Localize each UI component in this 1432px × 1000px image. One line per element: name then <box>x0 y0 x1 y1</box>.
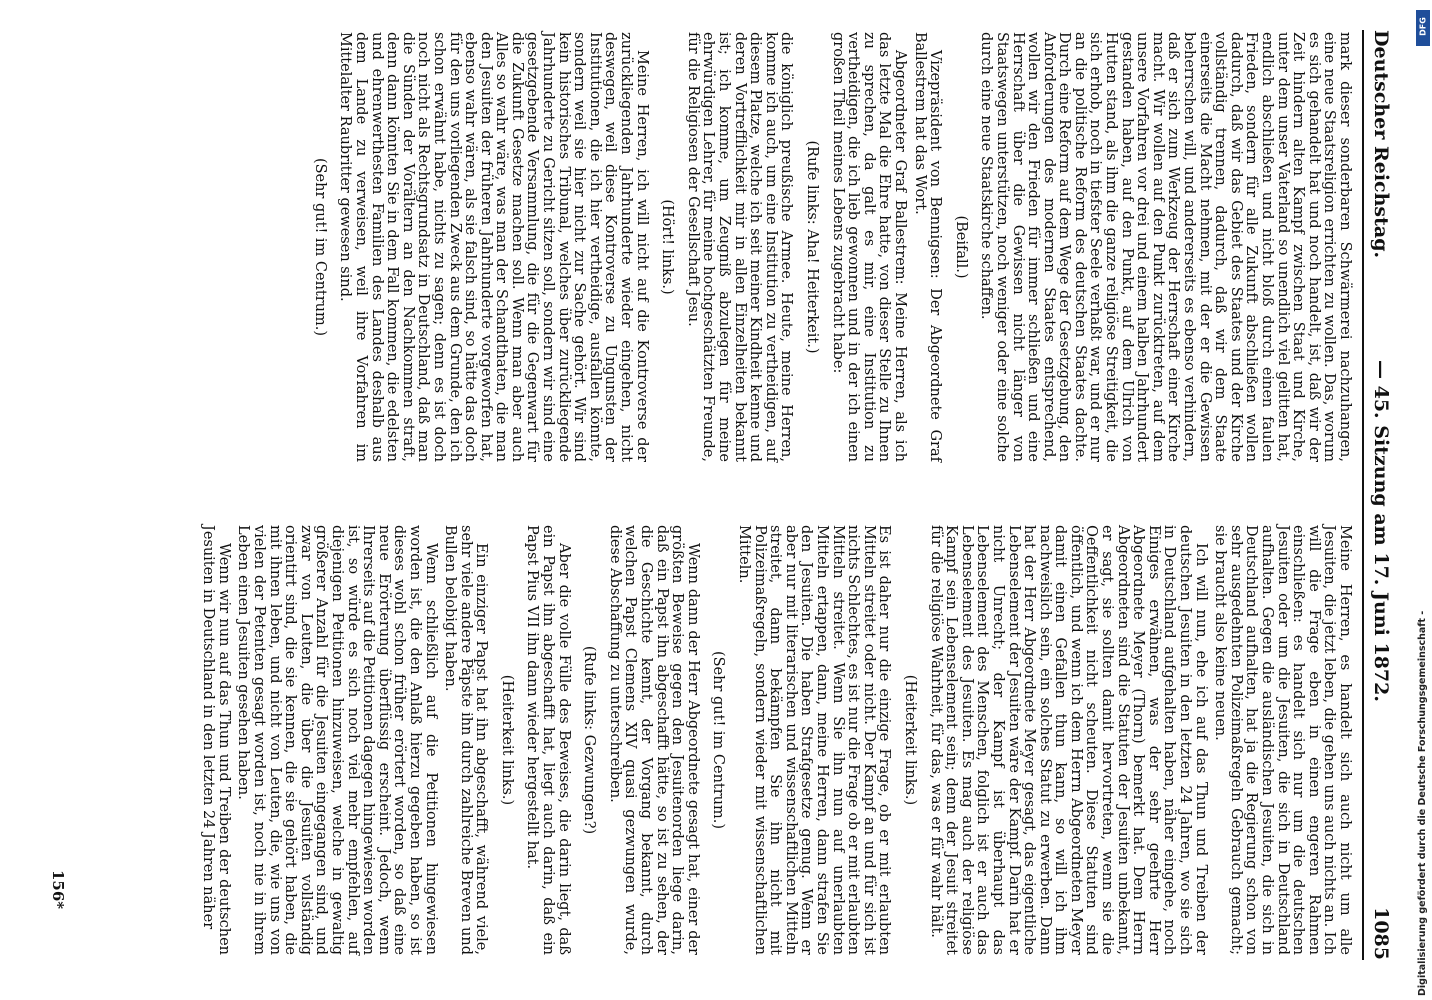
left-column-paragraph: die königlich preußische Armee. Heute, meine Herren, komme ich auch, um eine Institution zu vertheidigen, auf diesem Platze, welche ich seit meiner Kindheit kenne und deren Vortrefflichkeit mir in allen Einzelheiten bekannt ist; ich komme, um Zeugniß abzulegen für meine ehrwürdigen Lehrer, für meine hochgeschätzten Freunde, für die Religiosen der Gesellschaft Jesu. <box>684 32 795 462</box>
left-column-paragraph: Vizepräsident von Bennigsen: Der Abgeordnete Graf Ballestrem hat das Wort. <box>911 32 944 462</box>
dfg-credit-strip <box>1414 4 1432 996</box>
left-column-paragraph: (Rufe links: Aha! Heiterkeit.) <box>804 140 820 354</box>
left-column-paragraph: (Sehr gut! im Centrum.) <box>311 157 328 337</box>
right-column-paragraph: (Rufe links: Gezwungen?) <box>581 645 598 835</box>
right-column-paragraph: Wenn dann der Herr Abgeordnete gesagt hat, einer der größten Beweise gegen den Jesuitenorden liege darin, daß ein Papst ihn abgeschafft hätte, so ist zu sehen, der die Geschichte kennt, der Vorgang bekannt, durch welchen Papst Clemens XIV quasi gezwungen wurde, diese Abschaffung zu unterschreiben. <box>606 525 701 955</box>
left-column-paragraph: (Beifall.) <box>952 215 969 279</box>
right-column-paragraph: Meine Herren, es handelt sich auch nicht um alle Jesuiten, die jetzt leben, die gehen uns auch nichts an. Ich will die Frage eben in einen engeren Rahmen einschließen: es handelt sich nur um die deutschen Jesuiten oder um die Jesuiten, die sich in Deutschland aufhalten. Gegen die ausländischen Jesuiten, die sich in Deutschland aufhalten, hat ja die Regierung schon von sehr ausgedehnten Polizeimaßregeln Gebrauch gemacht; sie braucht also keine neuen. <box>1212 525 1353 955</box>
dfg-logo-badge <box>1416 10 1430 46</box>
page-header <box>1362 30 1404 960</box>
right-column-paragraph: (Heiterkeit links.) <box>498 674 515 806</box>
right-column-paragraph: Aber die volle Fülle des Beweises, die darin liegt, daß ein Papst ihn abgeschafft hat, liegt auch darin, daß ein Papst Pius VII ihn dann wieder hergestellt hat. <box>524 525 572 955</box>
header-center: — 45. Sitzung am 17. Juni 1872. <box>1370 360 1392 702</box>
signature-mark: 156* <box>49 870 67 910</box>
dfg-logo-text: DFG <box>1418 17 1428 36</box>
right-column-paragraph: Es ist daher nur die einzige Frage, ob er mit erlaubten Mitteln streitet oder nicht. Der Kampf an und für sich ist nichts Schlechtes, es ist nur die Frage ob er mit erlaubten Mitteln streitet. Wenn Sie ihn nun auf unerlaubten Mitteln ertappen, dann, meine Herren, dann strafen Sie den Jesuiten. Die haben Strafgesetze genug. Wenn er aber nur mit literarischen und wissenschaftlichen Mitteln streitet, dann bekämpfen Sie ihn nicht mit Polizeimaßregeln, sondern wieder mit wissenschaftlichen Mitteln. <box>736 525 893 955</box>
right-column-paragraph: Wenn schließlich auf die Petitionen hingewiesen worden ist, die den Anlaß hierzu gegeben haben, so ist dieses wohl schon früher erörtert worden, so daß eine neue Erörterung überflüssig erscheint. Jedoch, wenn Ihrerseits auf die Petitionen dagegen hingewiesen worden ist, so würde es sich noch viel mehr empfehlen, auf diejenigen Petitionen hinzuweisen, welche in gewaltig größerer Anzahl für die Jesuiten eingegangen sind, und zwar von Leuten, die über die Jesuiten vollständig orientirt sind, die sie kennen, die sie gehört haben, die mit ihnen leben, und nicht von Leuten, die, wie uns von vielen der Petenten gesagt worden ist, noch nie in ihrem Leben einen Jesuiten gesehen haben. <box>235 525 439 955</box>
left-column-paragraph: Meine Herren, ich will nicht auf die Kontroverse der zurückliegenden Jahrhunderte wieder eingehen, nicht deswegen, weil diese Kontroverse zu Ungunsten der Institutionen, die ich hier vertheidige, ausfallen könnte, sondern weil sie hier nicht zur Sache gehört. Wir sind kein historisches Tribunal, welches über zurückliegende Jahrhunderte zu Gericht sitzen soll, sondern wir sind eine gesetzgebende Versammlung, die für die Gegenwart für die Zukunft Gesetze machen soll. Wenn man aber auch Alles so wahr wäre, was man der Schandthaten, die man den Jesuiten der früheren Jahrhunderte vorgeworfen hat, ebenso wahr wären, als sie falsch sind, so hätte das doch für den uns vorliegenden Zweck aus dem Grunde, den ich schon erwähnt habe, nichts zu sagen; denn es ist doch noch nicht als Rechtsgrundsatz in Deutschland, daß man die Sünden der Vorältern an den Nachkommen straft, denn dann könnten Sie in dem Fall kommen, die edelsten und ehrenwerthesten Familien des Landes deshalb aus dem Lande zu verweisen, weil ihre Vorfahren im Mittelalter Raubritter gewesen sind. <box>337 32 650 462</box>
right-column-paragraph: Wenn wir nun auf das Thun und Treiben der deutschen Jesuiten in Deutschland in den letzten 24 Jahren näher <box>200 525 232 955</box>
header-left: Deutscher Reichstag. <box>1370 30 1392 259</box>
right-column-paragraph: Ich will nun, ehe ich auf das Thun und Treiben der deutschen Jesuiten in den letzten 24 Jahren, wo sie sich in Deutschland aufgehalten haben, näher eingehe, noch Einiges erwähnen, was der sehr geehrte Herr Abgeordnete Meyer (Thorn) bemerkt hat. Dem Herrn Abgeordneten sind die Statuten der Jesuiten unbekannt, er sagt, sie sollten damit hervortreten, wenn sie die Oeffentlichkeit nicht scheuten. Diese Statuten sind öffentlich, und wenn ich dem Herrn Abgeordneten Meyer damit einen Gefallen thun kann, so will ich ihm nachweislich sein, ein solches Statut zu erwerben. Dann hat der Herr Abgeordnete Meyer gesagt, das eigentliche Lebenselement der Jesuiten wäre der Kampf. Darin hat er nicht Unrecht; der Kampf ist überhaupt das Lebenselement des Menschen, folglich ist er auch das Lebenselement des Jesuiten. Es mag auch der religiöse Kampf sein Lebenselement sein; denn der Jesuit streitet für die religiöse Wahrheit, für das, was er für wahr hält. <box>927 525 1209 955</box>
left-column-paragraph: mark dieser sonderbaren Schwärmerei nachzuhangen, eine neue Staatsreligion errichten zu wollen. Das, worum es sich gehandelt hat und noch handelt, ist, daß wir der Zeit hindern alten Kampf zwischen Staat und Kirche, unter dem unser Vaterland so unendlich viel gelitten hat, endlich abschließen und nicht bloß durch einen faulen Frieden, sondern für alle Zukunft abschließen wollen dadurch, daß wir das Gebiet des Staates und der Kirche vollständig trennen, dadurch, daß wir dem Staate einerseits die Macht nehmen, mit der er die Gewissen beherrschen will, und andererseits es ebenso verhindern, daß er sich zum Werkzeug der Herrschaft einer Kirche macht. Wir wollen auf den Punkt zurücktreten, auf dem unsere Vorfahren vor drei und einem halben Jahrhundert gestanden haben, auf den Punkt, auf dem Ulrich von Hutten stand, als ihm die ganze religiöse Streitigkeit, die sich erhob, noch in tiefster Seele verhaßt war, und er nur an die politische Reform des deutschen Staates dachte. Durch eine Reform auf dem Wege der Gesetzgebung, den Anforderungen des modernen Staates entsprechend, wollen wir den Frieden für immer schließen und eine Herrschaft über die Gewissen nicht länger von Staatswegen unterstützen, noch weniger oder eine solche durch eine neue Staatskirche schaffen. <box>978 32 1353 462</box>
right-column <box>196 525 1352 955</box>
page-number: 1085 <box>1370 907 1392 960</box>
left-column <box>301 32 1352 462</box>
left-column-paragraph: (Hört! links.) <box>659 199 676 295</box>
right-column-paragraph: Ein einziger Papst hat ihn abgeschafft, während viele, sehr viele andere Päpste ihn durch zahlreiche Breven und Bullen belobigt haben. <box>442 525 490 955</box>
right-column-paragraph: (Heiterkeit links.) <box>901 674 918 806</box>
right-column-paragraph: (Sehr gut! im Centrum.) <box>710 650 727 830</box>
dfg-credit-text: Digitalisierung gefördert durch die Deutsche Forschungsgemeinschaft - <box>1417 610 1428 996</box>
left-column-paragraph: Abgeordneter Graf Ballestrem: Meine Herren, als ich das letzte Mal die Ehre hatte, von dieser Stelle zu Ihnen zu sprechen, da galt es mir, eine Institution zu vertheidigen, die ich lieb gewonnen und in der ich einen großen Theil meines Lebens zugebracht habe: <box>829 32 908 462</box>
